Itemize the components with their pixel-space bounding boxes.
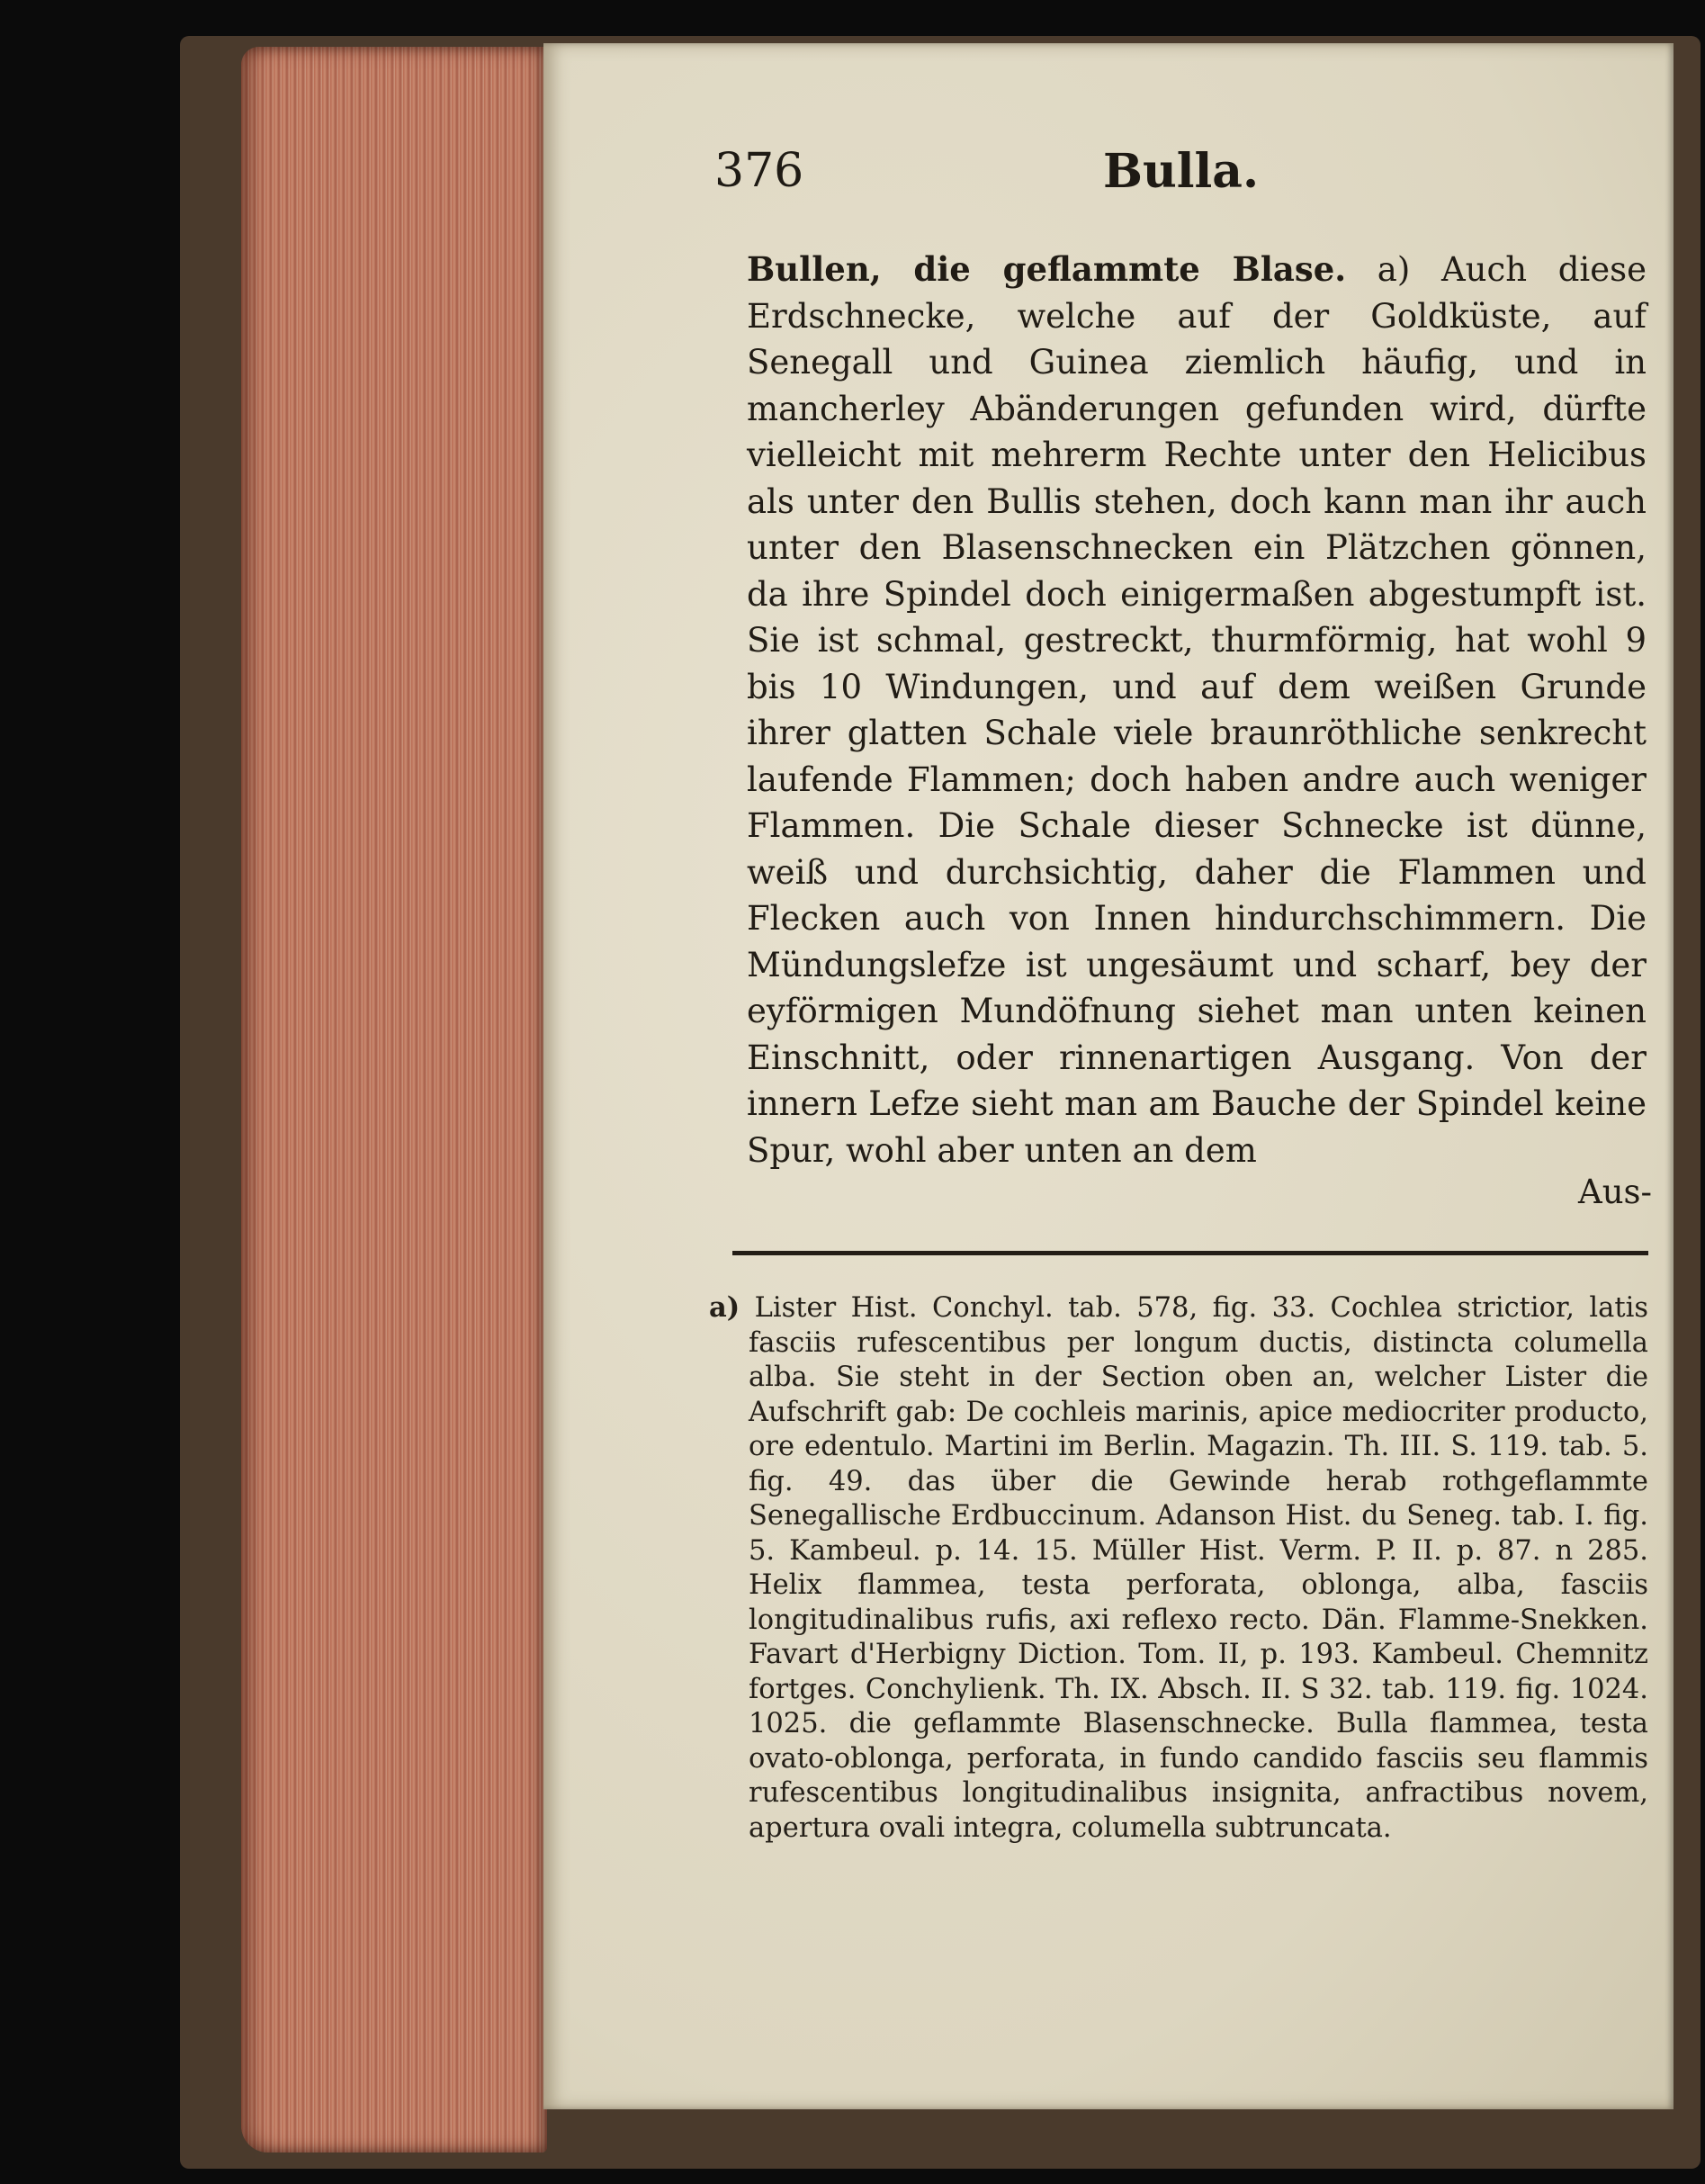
running-head: Bulla. <box>1103 144 1260 199</box>
page-header <box>714 144 1524 207</box>
catchword: Aus- <box>1578 1173 1653 1211</box>
page-edge <box>241 47 547 2153</box>
footnote-marker: a) <box>709 1291 740 1324</box>
footnote-text: Lister Hist. Conchyl. tab. 578, fig. 33. Cochlea strictior, latis fasciis rufescentibus per longum ductis, distincta columella alba. Sie steht in der Section oben an, welcher Lister die Aufschrift gab: De cochleis marinis, apice mediocriter producto, ore edentulo. Martini im Berlin. Magazin. Th. III. S. 119. tab. 5. fig. 49. das über die Gewinde herab rothgeflammte Senegallische Erdbuccinum. Adanson Hist. du Seneg. tab. I. fig. 5. Kambeul. p. 14. 15. Müller Hist. Verm. P. II. p. 87. n 285. Helix flammea, testa perforata, oblonga, alba, fasciis longitudinalibus rufis, axi reflexo recto. Dän. Flamme-Snekken. Favart d'Herbigny Diction. Tom. II, p. 193. Kambeul. Chemnitz fortges. Conchylienk. Th. IX. Absch. II. S 32. tab. 119. fig. 1024. 1025. die geflammte Blasenschnecke. Bulla flammea, testa ovato-oblonga, perforata, in fundo candido fasciis seu flammis rufescentibus longitudinalibus insignita, anfractibus novem, apertura ovali integra, columella subtruncata. <box>749 1292 1648 1844</box>
entry-lemma: Bullen, die geflammte Blase. <box>747 249 1347 289</box>
page-number: 376 <box>714 144 804 198</box>
book-page <box>543 43 1674 2109</box>
main-paragraph <box>747 247 1647 1173</box>
footnote-rule <box>732 1251 1648 1255</box>
footnote-reference: a) <box>1377 250 1411 289</box>
entry-text: Auch diese Erdschnecke, welche auf der Goldküste, auf Senegall und Guinea ziemlich häufig, und in mancherley Abänderungen gefunden wird, dürfte vielleicht mit mehrerm Rechte unter den Helicibus als unter den Bullis stehen, doch kann man ihr auch unter den Blasenschnecken ein Plätzchen gönnen, da ihre Spindel doch einigermaßen abgestumpft ist. Sie ist schmal, gestreckt, thurmförmig, hat wohl 9 bis 10 Windungen, und auf dem weißen Grunde ihrer glatten Schale viele braunröthliche senkrecht laufende Flammen; doch haben andre auch weniger Flammen. Die Schale dieser Schnecke ist dünne, weiß und durchsichtig, daher die Flammen und Flecken auch von Innen hindurchschimmern. Die Mündungslefze ist ungesäumt und scharf, bey der eyförmigen Mundöfnung siehet man unten keinen Einschnitt, oder rinnenartigen Ausgang. Von der innern Lefze sieht man am Bauche der Spindel keine Spur, wohl aber unten an dem <box>747 250 1647 1170</box>
footnote <box>709 1290 1648 1846</box>
